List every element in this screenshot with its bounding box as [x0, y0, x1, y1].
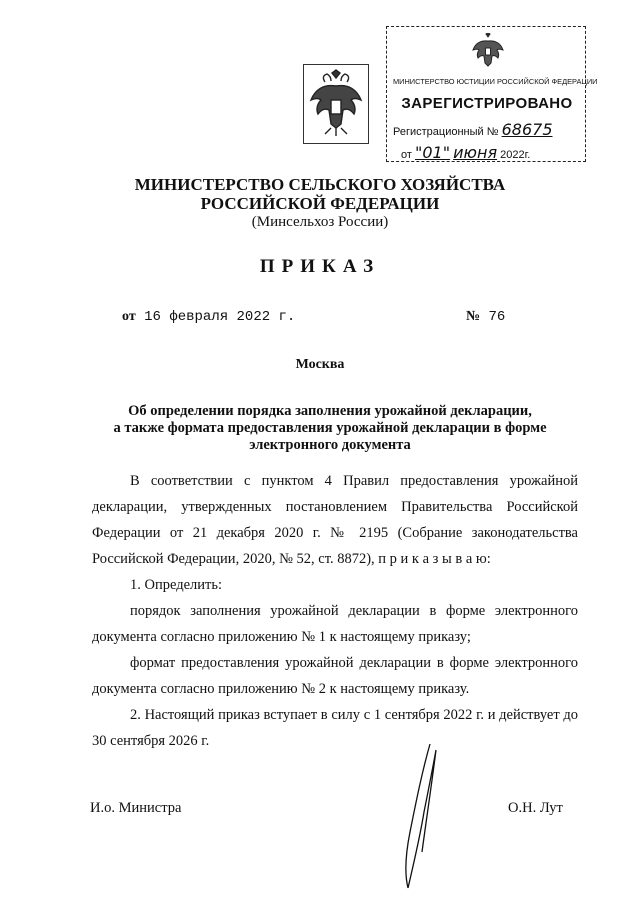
subject-line1: Об определении порядка заполнения урожайной декларации, [128, 403, 532, 419]
stamp-date-day: "01" [414, 143, 451, 162]
stamp-reg-number: 68675 [501, 120, 553, 139]
document-type-title: ПРИКАЗ [259, 256, 381, 277]
stamp-date-prefix: от [401, 149, 412, 161]
order-date [122, 309, 295, 325]
stamp-date-year: 2022г. [500, 149, 531, 161]
body-paragraph-item1: 1. Определить: [130, 577, 223, 593]
order-number-value: 76 [488, 309, 506, 325]
order-date-value: 16 февраля 2022 г. [144, 309, 296, 325]
body-paragraph-item1-a: порядок заполнения урожайной декларации в форме электронного документа согласно приложению № 1 к настоящему приказу; [92, 603, 578, 645]
order-number [466, 309, 505, 325]
subject-line3: электронного документа [249, 437, 411, 453]
ministry-name-line2: РОССИЙСКОЙ ФЕДЕРАЦИИ [200, 194, 440, 213]
order-number-label: № [466, 309, 481, 324]
order-city: Москва [295, 357, 345, 372]
stamp-emblem-icon [470, 33, 506, 71]
order-body [92, 468, 578, 754]
handwritten-signature [392, 742, 452, 892]
order-subject [96, 403, 564, 454]
body-paragraph-preamble: В соответствии с пунктом 4 Правил предоставления урожайной декларации, утвержденных постановлением Правительства Российской Федерации от 21 декабря 2020 г. № 2195 (Собрание законодательства Российской Федерации, 2020, № 52, ст. 8872), п р и к а з ы в а ю: [92, 473, 578, 567]
ministry-name-line1: МИНИСТЕРСТВО СЕЛЬСКОГО ХОЗЯЙСТВА [134, 175, 506, 194]
stamp-registration-line [393, 120, 585, 139]
subject-line2: а также формата предоставления урожайной декларации в форме [113, 420, 547, 436]
state-emblem-icon [303, 64, 369, 144]
signer-name: О.Н. Лут [508, 800, 563, 816]
signer-position: И.о. Министра [90, 800, 182, 816]
stamp-date-month: июня [453, 143, 498, 162]
order-date-label: от [122, 309, 136, 324]
stamp-reg-label: Регистрационный № [393, 126, 499, 138]
body-paragraph-item1-b: формат предоставления урожайной декларации в форме электронного документа согласно приложению № 2 к настоящему приказу. [92, 655, 578, 697]
body-paragraph-item2: 2. Настоящий приказ вступает в силу с 1 сентября 2022 г. и действует до 30 сентября 2026 г. [92, 707, 578, 749]
stamp-date-line [401, 143, 581, 162]
stamp-status: ЗАРЕГИСТРИРОВАНО [401, 95, 573, 112]
registration-stamp [386, 26, 598, 162]
ministry-short-name: (Минсельхоз России) [251, 214, 389, 230]
stamp-organization: МИНИСТЕРСТВО ЮСТИЦИИ РОССИЙСКОЙ ФЕДЕРАЦИИ [393, 77, 598, 86]
